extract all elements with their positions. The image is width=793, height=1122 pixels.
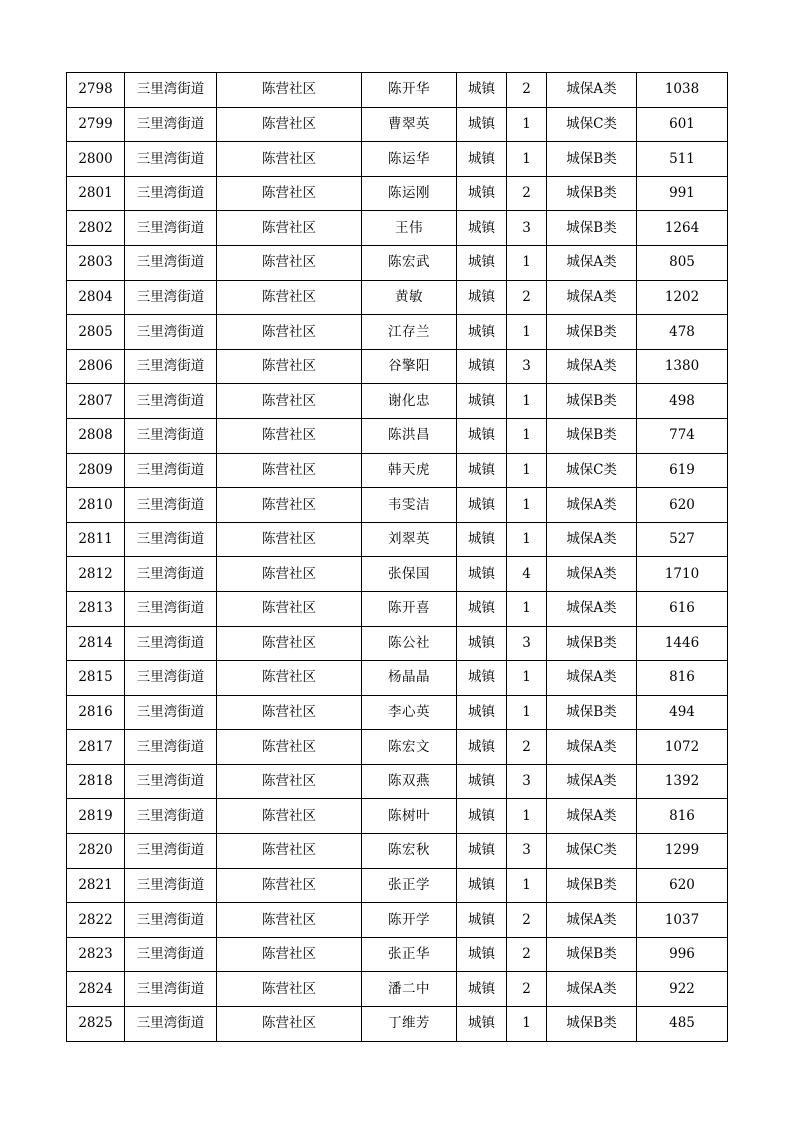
row-count: 3 — [507, 349, 547, 384]
row-amount: 1202 — [637, 280, 728, 315]
row-category: 城保B类 — [547, 418, 637, 453]
row-name: 江存兰 — [362, 315, 457, 350]
row-name: 王伟 — [362, 211, 457, 246]
row-amount: 1299 — [637, 834, 728, 869]
row-category: 城保B类 — [547, 937, 637, 972]
row-category: 城保A类 — [547, 488, 637, 523]
row-amount: 816 — [637, 661, 728, 696]
row-id: 2800 — [67, 142, 125, 177]
row-amount: 1072 — [637, 730, 728, 765]
row-type: 城镇 — [457, 315, 507, 350]
row-count: 4 — [507, 557, 547, 592]
table-row — [67, 142, 728, 177]
table-row — [67, 937, 728, 972]
row-community: 陈营社区 — [217, 142, 362, 177]
row-type: 城镇 — [457, 557, 507, 592]
row-street: 三里湾街道 — [125, 695, 217, 730]
table-row — [67, 799, 728, 834]
row-community: 陈营社区 — [217, 315, 362, 350]
row-street: 三里湾街道 — [125, 107, 217, 142]
row-community: 陈营社区 — [217, 384, 362, 419]
row-count: 1 — [507, 799, 547, 834]
table-row — [67, 107, 728, 142]
table-row — [67, 591, 728, 626]
row-category: 城保A类 — [547, 349, 637, 384]
row-type: 城镇 — [457, 280, 507, 315]
row-amount: 620 — [637, 488, 728, 523]
row-id: 2798 — [67, 73, 125, 108]
row-count: 2 — [507, 73, 547, 108]
row-community: 陈营社区 — [217, 695, 362, 730]
row-category: 城保A类 — [547, 903, 637, 938]
table-row — [67, 488, 728, 523]
row-amount: 774 — [637, 418, 728, 453]
row-street: 三里湾街道 — [125, 730, 217, 765]
table-row — [67, 315, 728, 350]
row-street: 三里湾街道 — [125, 972, 217, 1007]
row-community: 陈营社区 — [217, 1007, 362, 1042]
row-category: 城保A类 — [547, 972, 637, 1007]
row-count: 1 — [507, 418, 547, 453]
row-community: 陈营社区 — [217, 834, 362, 869]
row-street: 三里湾街道 — [125, 315, 217, 350]
row-type: 城镇 — [457, 488, 507, 523]
row-id: 2815 — [67, 661, 125, 696]
row-category: 城保B类 — [547, 384, 637, 419]
table-row — [67, 418, 728, 453]
row-count: 2 — [507, 903, 547, 938]
row-name: 陈运华 — [362, 142, 457, 177]
row-amount: 527 — [637, 522, 728, 557]
row-amount: 494 — [637, 695, 728, 730]
row-name: 潘二中 — [362, 972, 457, 1007]
row-count: 2 — [507, 972, 547, 1007]
row-category: 城保C类 — [547, 834, 637, 869]
row-count: 1 — [507, 522, 547, 557]
row-type: 城镇 — [457, 349, 507, 384]
row-id: 2802 — [67, 211, 125, 246]
row-type: 城镇 — [457, 937, 507, 972]
row-category: 城保B类 — [547, 695, 637, 730]
row-count: 3 — [507, 626, 547, 661]
row-type: 城镇 — [457, 868, 507, 903]
row-type: 城镇 — [457, 176, 507, 211]
row-type: 城镇 — [457, 695, 507, 730]
row-name: 陈宏武 — [362, 245, 457, 280]
row-name: 黄敏 — [362, 280, 457, 315]
row-community: 陈营社区 — [217, 522, 362, 557]
row-community: 陈营社区 — [217, 107, 362, 142]
row-id: 2810 — [67, 488, 125, 523]
row-id: 2818 — [67, 764, 125, 799]
row-count: 2 — [507, 730, 547, 765]
row-type: 城镇 — [457, 661, 507, 696]
row-amount: 620 — [637, 868, 728, 903]
row-category: 城保B类 — [547, 626, 637, 661]
table-row — [67, 245, 728, 280]
row-count: 2 — [507, 176, 547, 211]
row-street: 三里湾街道 — [125, 349, 217, 384]
row-type: 城镇 — [457, 903, 507, 938]
row-type: 城镇 — [457, 522, 507, 557]
row-name: 韦雯洁 — [362, 488, 457, 523]
row-name: 张正华 — [362, 937, 457, 972]
table-row — [67, 557, 728, 592]
row-amount: 1710 — [637, 557, 728, 592]
row-id: 2823 — [67, 937, 125, 972]
row-street: 三里湾街道 — [125, 211, 217, 246]
row-type: 城镇 — [457, 591, 507, 626]
row-id: 2801 — [67, 176, 125, 211]
table-row — [67, 695, 728, 730]
row-name: 张保国 — [362, 557, 457, 592]
row-type: 城镇 — [457, 142, 507, 177]
row-count: 2 — [507, 937, 547, 972]
row-street: 三里湾街道 — [125, 453, 217, 488]
row-community: 陈营社区 — [217, 799, 362, 834]
table-row — [67, 868, 728, 903]
row-id: 2825 — [67, 1007, 125, 1042]
row-id: 2803 — [67, 245, 125, 280]
row-category: 城保A类 — [547, 591, 637, 626]
row-community: 陈营社区 — [217, 903, 362, 938]
row-type: 城镇 — [457, 764, 507, 799]
row-type: 城镇 — [457, 453, 507, 488]
row-id: 2814 — [67, 626, 125, 661]
row-community: 陈营社区 — [217, 349, 362, 384]
row-id: 2817 — [67, 730, 125, 765]
row-count: 1 — [507, 453, 547, 488]
table-row — [67, 384, 728, 419]
row-id: 2799 — [67, 107, 125, 142]
row-amount: 601 — [637, 107, 728, 142]
row-street: 三里湾街道 — [125, 834, 217, 869]
row-amount: 816 — [637, 799, 728, 834]
row-category: 城保B类 — [547, 1007, 637, 1042]
table-row — [67, 834, 728, 869]
table-row — [67, 73, 728, 108]
table-row — [67, 453, 728, 488]
row-name: 陈公社 — [362, 626, 457, 661]
row-street: 三里湾街道 — [125, 903, 217, 938]
row-community: 陈营社区 — [217, 591, 362, 626]
beneficiary-table — [66, 72, 728, 1042]
row-name: 陈宏秋 — [362, 834, 457, 869]
row-street: 三里湾街道 — [125, 73, 217, 108]
row-id: 2806 — [67, 349, 125, 384]
row-count: 1 — [507, 142, 547, 177]
row-count: 1 — [507, 315, 547, 350]
row-community: 陈营社区 — [217, 868, 362, 903]
row-street: 三里湾街道 — [125, 384, 217, 419]
row-name: 谷擎阳 — [362, 349, 457, 384]
row-community: 陈营社区 — [217, 176, 362, 211]
row-id: 2807 — [67, 384, 125, 419]
row-count: 1 — [507, 695, 547, 730]
row-category: 城保B类 — [547, 315, 637, 350]
row-community: 陈营社区 — [217, 937, 362, 972]
row-community: 陈营社区 — [217, 972, 362, 1007]
row-name: 韩天虎 — [362, 453, 457, 488]
row-amount: 991 — [637, 176, 728, 211]
row-category: 城保A类 — [547, 522, 637, 557]
row-community: 陈营社区 — [217, 211, 362, 246]
table-row — [67, 522, 728, 557]
row-id: 2808 — [67, 418, 125, 453]
row-street: 三里湾街道 — [125, 591, 217, 626]
row-street: 三里湾街道 — [125, 245, 217, 280]
row-id: 2813 — [67, 591, 125, 626]
row-category: 城保A类 — [547, 280, 637, 315]
row-name: 李心英 — [362, 695, 457, 730]
row-type: 城镇 — [457, 211, 507, 246]
row-street: 三里湾街道 — [125, 661, 217, 696]
row-category: 城保A类 — [547, 799, 637, 834]
table-row — [67, 280, 728, 315]
row-id: 2812 — [67, 557, 125, 592]
row-type: 城镇 — [457, 73, 507, 108]
row-street: 三里湾街道 — [125, 280, 217, 315]
row-category: 城保A类 — [547, 557, 637, 592]
row-street: 三里湾街道 — [125, 418, 217, 453]
row-count: 2 — [507, 280, 547, 315]
row-category: 城保B类 — [547, 176, 637, 211]
table-row — [67, 176, 728, 211]
table-row — [67, 661, 728, 696]
row-id: 2804 — [67, 280, 125, 315]
row-community: 陈营社区 — [217, 418, 362, 453]
row-community: 陈营社区 — [217, 764, 362, 799]
row-community: 陈营社区 — [217, 488, 362, 523]
table-row — [67, 349, 728, 384]
table-row — [67, 211, 728, 246]
row-name: 陈宏文 — [362, 730, 457, 765]
row-street: 三里湾街道 — [125, 764, 217, 799]
table-row — [67, 764, 728, 799]
row-type: 城镇 — [457, 1007, 507, 1042]
row-community: 陈营社区 — [217, 245, 362, 280]
row-amount: 485 — [637, 1007, 728, 1042]
row-amount: 1380 — [637, 349, 728, 384]
row-id: 2822 — [67, 903, 125, 938]
row-id: 2809 — [67, 453, 125, 488]
row-amount: 498 — [637, 384, 728, 419]
row-type: 城镇 — [457, 626, 507, 661]
table-row — [67, 1007, 728, 1042]
row-count: 1 — [507, 245, 547, 280]
row-name: 陈开华 — [362, 73, 457, 108]
row-street: 三里湾街道 — [125, 176, 217, 211]
row-community: 陈营社区 — [217, 73, 362, 108]
row-name: 张正学 — [362, 868, 457, 903]
row-count: 1 — [507, 868, 547, 903]
row-category: 城保C类 — [547, 107, 637, 142]
row-name: 陈树叶 — [362, 799, 457, 834]
row-id: 2824 — [67, 972, 125, 1007]
row-street: 三里湾街道 — [125, 868, 217, 903]
row-community: 陈营社区 — [217, 730, 362, 765]
row-id: 2819 — [67, 799, 125, 834]
row-amount: 478 — [637, 315, 728, 350]
row-category: 城保A类 — [547, 730, 637, 765]
table-row — [67, 903, 728, 938]
table-row — [67, 626, 728, 661]
row-count: 1 — [507, 1007, 547, 1042]
row-name: 陈洪昌 — [362, 418, 457, 453]
row-count: 1 — [507, 488, 547, 523]
row-name: 陈运刚 — [362, 176, 457, 211]
row-amount: 619 — [637, 453, 728, 488]
row-type: 城镇 — [457, 245, 507, 280]
row-type: 城镇 — [457, 107, 507, 142]
row-count: 1 — [507, 591, 547, 626]
row-street: 三里湾街道 — [125, 937, 217, 972]
row-count: 3 — [507, 834, 547, 869]
row-category: 城保C类 — [547, 453, 637, 488]
row-id: 2816 — [67, 695, 125, 730]
row-name: 陈双燕 — [362, 764, 457, 799]
row-amount: 922 — [637, 972, 728, 1007]
row-amount: 996 — [637, 937, 728, 972]
row-amount: 616 — [637, 591, 728, 626]
row-community: 陈营社区 — [217, 661, 362, 696]
row-type: 城镇 — [457, 418, 507, 453]
row-category: 城保A类 — [547, 245, 637, 280]
row-type: 城镇 — [457, 834, 507, 869]
row-type: 城镇 — [457, 972, 507, 1007]
row-name: 刘翠英 — [362, 522, 457, 557]
row-name: 曹翠英 — [362, 107, 457, 142]
row-name: 丁维芳 — [362, 1007, 457, 1042]
row-count: 1 — [507, 107, 547, 142]
row-id: 2820 — [67, 834, 125, 869]
row-category: 城保B类 — [547, 868, 637, 903]
row-street: 三里湾街道 — [125, 488, 217, 523]
row-type: 城镇 — [457, 799, 507, 834]
row-type: 城镇 — [457, 384, 507, 419]
row-community: 陈营社区 — [217, 280, 362, 315]
row-amount: 805 — [637, 245, 728, 280]
row-name: 陈开学 — [362, 903, 457, 938]
row-count: 3 — [507, 211, 547, 246]
row-street: 三里湾街道 — [125, 142, 217, 177]
row-street: 三里湾街道 — [125, 522, 217, 557]
row-street: 三里湾街道 — [125, 1007, 217, 1042]
table-row — [67, 730, 728, 765]
row-type: 城镇 — [457, 730, 507, 765]
row-id: 2811 — [67, 522, 125, 557]
row-category: 城保A类 — [547, 764, 637, 799]
row-amount: 1446 — [637, 626, 728, 661]
row-amount: 1264 — [637, 211, 728, 246]
row-count: 1 — [507, 384, 547, 419]
row-category: 城保B类 — [547, 142, 637, 177]
row-community: 陈营社区 — [217, 557, 362, 592]
table-row — [67, 972, 728, 1007]
row-count: 3 — [507, 764, 547, 799]
row-amount: 1392 — [637, 764, 728, 799]
row-name: 谢化忠 — [362, 384, 457, 419]
row-id: 2821 — [67, 868, 125, 903]
row-amount: 1037 — [637, 903, 728, 938]
row-id: 2805 — [67, 315, 125, 350]
row-category: 城保B类 — [547, 211, 637, 246]
row-category: 城保A类 — [547, 73, 637, 108]
row-name: 陈开喜 — [362, 591, 457, 626]
row-street: 三里湾街道 — [125, 799, 217, 834]
row-name: 杨晶晶 — [362, 661, 457, 696]
row-street: 三里湾街道 — [125, 626, 217, 661]
row-community: 陈营社区 — [217, 453, 362, 488]
row-count: 1 — [507, 661, 547, 696]
row-amount: 1038 — [637, 73, 728, 108]
table-body — [67, 73, 728, 1042]
row-street: 三里湾街道 — [125, 557, 217, 592]
row-amount: 511 — [637, 142, 728, 177]
row-community: 陈营社区 — [217, 626, 362, 661]
row-category: 城保A类 — [547, 661, 637, 696]
